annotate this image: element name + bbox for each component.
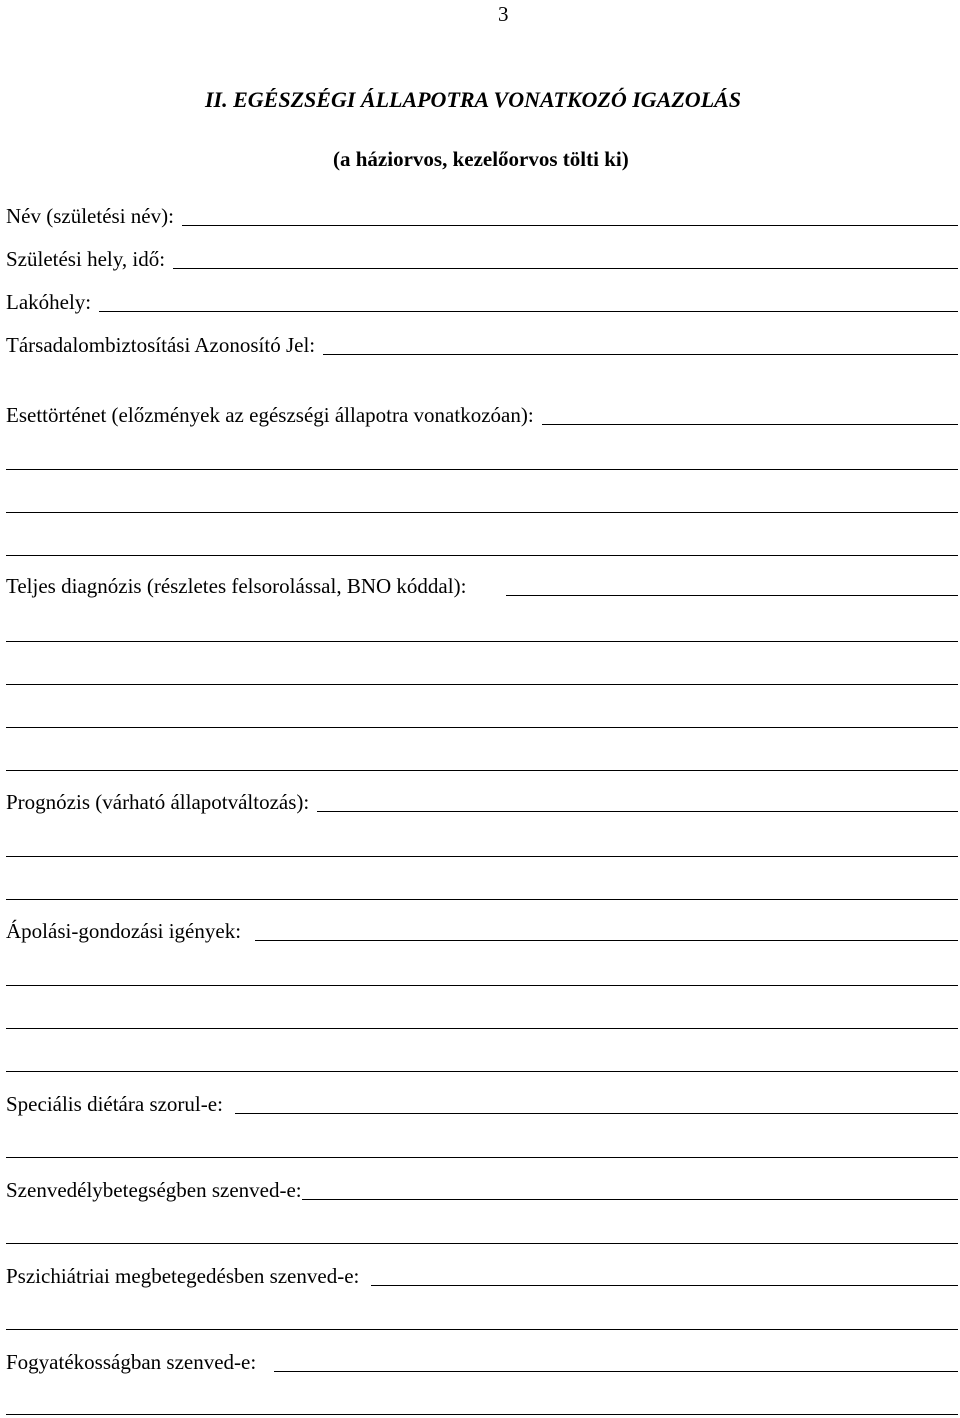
name-input-line[interactable] xyxy=(182,225,958,226)
birth-field xyxy=(6,243,958,273)
prognosis-line-2[interactable] xyxy=(6,856,958,857)
addiction-input-line[interactable] xyxy=(302,1199,958,1200)
diagnosis-input-line[interactable] xyxy=(506,595,958,596)
care-needs-label: Ápolási-gondozási igények: xyxy=(6,919,242,943)
psychiatric-line-2[interactable] xyxy=(6,1329,958,1330)
diagnosis-field xyxy=(6,570,958,600)
care-needs-line-2[interactable] xyxy=(6,985,958,986)
prognosis-field xyxy=(6,786,958,816)
diagnosis-line-3[interactable] xyxy=(6,684,958,685)
taj-input-line[interactable] xyxy=(323,354,958,355)
prognosis-label: Prognózis (várható állapotváltozás): xyxy=(6,790,310,814)
diet-input-line[interactable] xyxy=(235,1113,958,1114)
diet-label: Speciális diétára szorul-e: xyxy=(6,1092,223,1116)
addiction-label: Szenvedélybetegségben szenved-e: xyxy=(6,1178,302,1202)
history-line-3[interactable] xyxy=(6,512,958,513)
page-subtitle: (a háziorvos, kezelőorvos tölti ki) xyxy=(333,147,629,171)
disability-field xyxy=(6,1346,958,1376)
name-field xyxy=(6,200,958,230)
psychiatric-input-line[interactable] xyxy=(371,1285,958,1286)
history-input-line[interactable] xyxy=(542,424,958,425)
care-needs-input-line[interactable] xyxy=(255,940,958,941)
taj-label: Társadalombiztosítási Azonosító Jel: xyxy=(6,333,316,357)
name-label: Név (születési név): xyxy=(6,204,174,228)
page-title: II. EGÉSZSÉGI ÁLLAPOTRA VONATKOZÓ IGAZOLÁS xyxy=(205,87,742,112)
disability-line-2[interactable] xyxy=(6,1414,958,1415)
prognosis-input-line[interactable] xyxy=(317,811,958,812)
history-label: Esettörténet (előzmények az egészségi állapotra vonatkozóan): xyxy=(6,403,534,427)
birth-input-line[interactable] xyxy=(173,268,958,269)
residence-field xyxy=(6,286,958,316)
psychiatric-field xyxy=(6,1260,958,1290)
diagnosis-label: Teljes diagnózis (részletes felsorolással, BNO kóddal): xyxy=(6,574,467,598)
residence-input-line[interactable] xyxy=(99,311,958,312)
addiction-line-2[interactable] xyxy=(6,1243,958,1244)
diet-field xyxy=(6,1088,958,1118)
care-needs-line-3[interactable] xyxy=(6,1028,958,1029)
diagnosis-line-2[interactable] xyxy=(6,641,958,642)
birth-label: Születési hely, idő: xyxy=(6,247,166,271)
care-needs-line-4[interactable] xyxy=(6,1071,958,1072)
addiction-field xyxy=(6,1174,958,1204)
residence-label: Lakóhely: xyxy=(6,290,92,314)
diagnosis-line-4[interactable] xyxy=(6,727,958,728)
diagnosis-line-5[interactable] xyxy=(6,770,958,771)
disability-input-line[interactable] xyxy=(274,1371,958,1372)
prognosis-line-3[interactable] xyxy=(6,899,958,900)
disability-label: Fogyatékosságban szenved-e: xyxy=(6,1350,257,1374)
diet-line-2[interactable] xyxy=(6,1157,958,1158)
history-line-2[interactable] xyxy=(6,469,958,470)
history-field xyxy=(6,399,958,429)
page-number: 3 xyxy=(498,2,509,26)
taj-field xyxy=(6,329,958,359)
history-line-4[interactable] xyxy=(6,555,958,556)
care-needs-field xyxy=(6,915,958,945)
psychiatric-label: Pszichiátriai megbetegedésben szenved-e: xyxy=(6,1264,360,1288)
